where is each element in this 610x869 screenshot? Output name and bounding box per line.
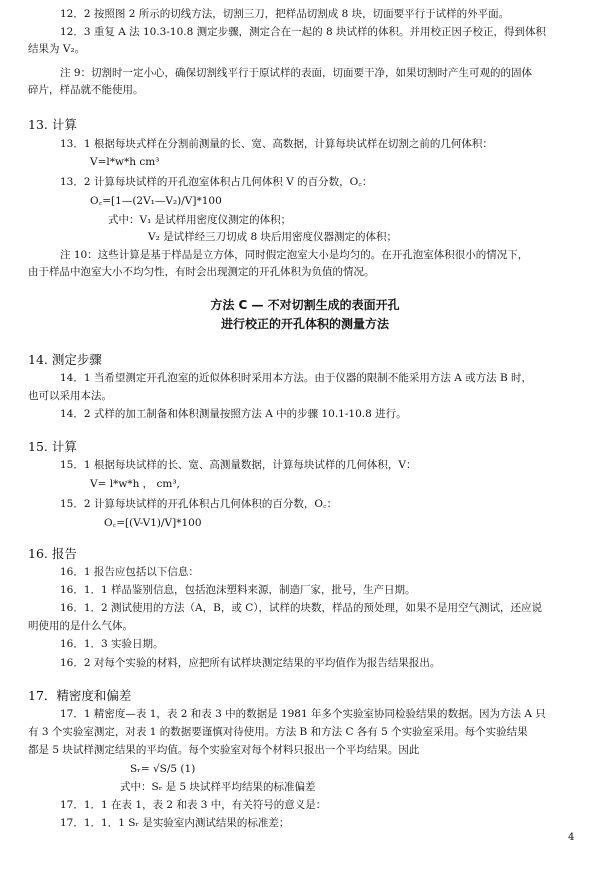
text-line: 有 3 个实验室测定，对表 1 的数据要谨慎对待使用。方法 B 和方法 C 各有 5 个实验室采用。每个实验结果 (28, 726, 528, 738)
formula: V= l*w*h ， cm³, (90, 478, 180, 490)
note-line: 由于样品中泡室大小不均匀性，有时会出现测定的开孔体积为负值的情况。 (28, 266, 375, 278)
formula: O꜀=[(V-V1)/V]*100 (104, 517, 202, 529)
text-line: 17．1 精密度—表 1，表 2 和表 3 中的数据是 1981 年多个实验室协同检验结果的数据。因为方法 A 只 (60, 708, 546, 720)
text-line: 16．1．1 样品鉴别信息，包括泡沫塑料来源，制造厂家，批号，生产日期。 (60, 584, 416, 596)
text-line: 14．1 当希望测定开孔泡室的近似体积时采用本方法。由于仪器的限制不能采用方法 A 或方法 B 时， (60, 372, 533, 384)
text-line: 16．1．3 实验日期。 (60, 638, 164, 650)
text-line: 结果为 V₂。 (28, 43, 86, 55)
text-line: 都是 5 块试样测定结果的平均值。每个实验室对每个材料只报出一个平均结果。因此 (28, 744, 420, 756)
formula: V=l*w*h cm³ (90, 156, 160, 168)
text-line: 16．2 对每个实验的材料，应把所有试样块测定结果的平均值作为报告结果报出。 (60, 657, 441, 669)
method-title: 进行校正的开孔体积的测量方法 (220, 317, 389, 331)
section-heading: 15. 计算 (28, 439, 77, 454)
section-heading: 17．精密度和偏差 (28, 688, 132, 703)
text-line: 明使用的是什么气体。 (28, 620, 133, 632)
section-heading: 16. 报告 (28, 546, 77, 561)
text-line: 12．2 按照图 2 所示的切线方法，切割三刀，把样品切割成 8 块，切面要平行于试样的外平面。 (60, 8, 510, 20)
formula-legend: V₂ 是试样经三刀切成 8 块后用密度仪器测定的体积； (148, 231, 397, 243)
text-line: 15．1 根据每块试样的长、宽、高测量数据，计算每块试样的几何体积，V： (60, 459, 417, 471)
section-heading: 13. 计算 (28, 117, 77, 132)
formula: Sᵣ= √S/5 (1) (130, 763, 196, 775)
section-heading: 14. 测定步骤 (28, 352, 102, 367)
text-line: 13．2 计算每块试样的开孔泡室体积占几何体积 V 的百分数，O꜀： (60, 176, 373, 188)
text-line: 15．2 计算每块试样的开孔体积占几何体积的百分数，O꜀： (60, 498, 338, 510)
note-line: 注 9：切割时一定小心，确保切割线平行于原试样的表面，切面要干净，如果切割时产生可观的的固体 (60, 67, 533, 79)
page-number: 4 (568, 832, 575, 843)
text-line: 也可以采用本法。 (28, 390, 112, 402)
formula-legend: 式中：V₁ 是试样用密度仪测定的体积； (108, 214, 292, 226)
method-title: 方法 C — 不对切割生成的表面开孔 (210, 298, 400, 312)
note-line: 注 10：这些计算是基于样品是立方体，同时假定泡室大小是均匀的。在开孔泡室体积很小的情况下， (60, 249, 529, 261)
text-line: 12．3 重复 A 法 10.3-10.8 测定步骤，测定合在一起的 8 块试样的体积。并用校正因子校正，得到体积 (60, 26, 546, 38)
text-line: 17．1．1．1 Sᵣ 是实验室内测试结果的标准差； (60, 817, 290, 829)
note-line: 碎片，样品就不能使用。 (28, 84, 144, 96)
text-line: 17．1．1 在表 1，表 2 和表 3 中，有关符号的意义是： (60, 799, 327, 811)
text-line: 13．1 根据每块式样在分割前测量的长、宽、高数据，计算每块试样在切割之前的几何体积： (60, 138, 493, 150)
formula: O꜀=[1—(2V₁—V₂)/V]*100 (90, 195, 222, 207)
text-line: 16．1 报告应包括以下信息： (60, 566, 199, 578)
text-line: 14．2 式样的加工制备和体积测量按照方法 A 中的步骤 10.1-10.8 进行。 (60, 408, 407, 420)
text-line: 16．1．2 测试使用的方法（A，B，或 C），试样的块数，样品的预处理，如果不是用空气测试，还应说 (60, 602, 542, 614)
formula-legend: 式中：Sᵣ 是 5 块试样平均结果的标准偏差 (120, 781, 316, 793)
